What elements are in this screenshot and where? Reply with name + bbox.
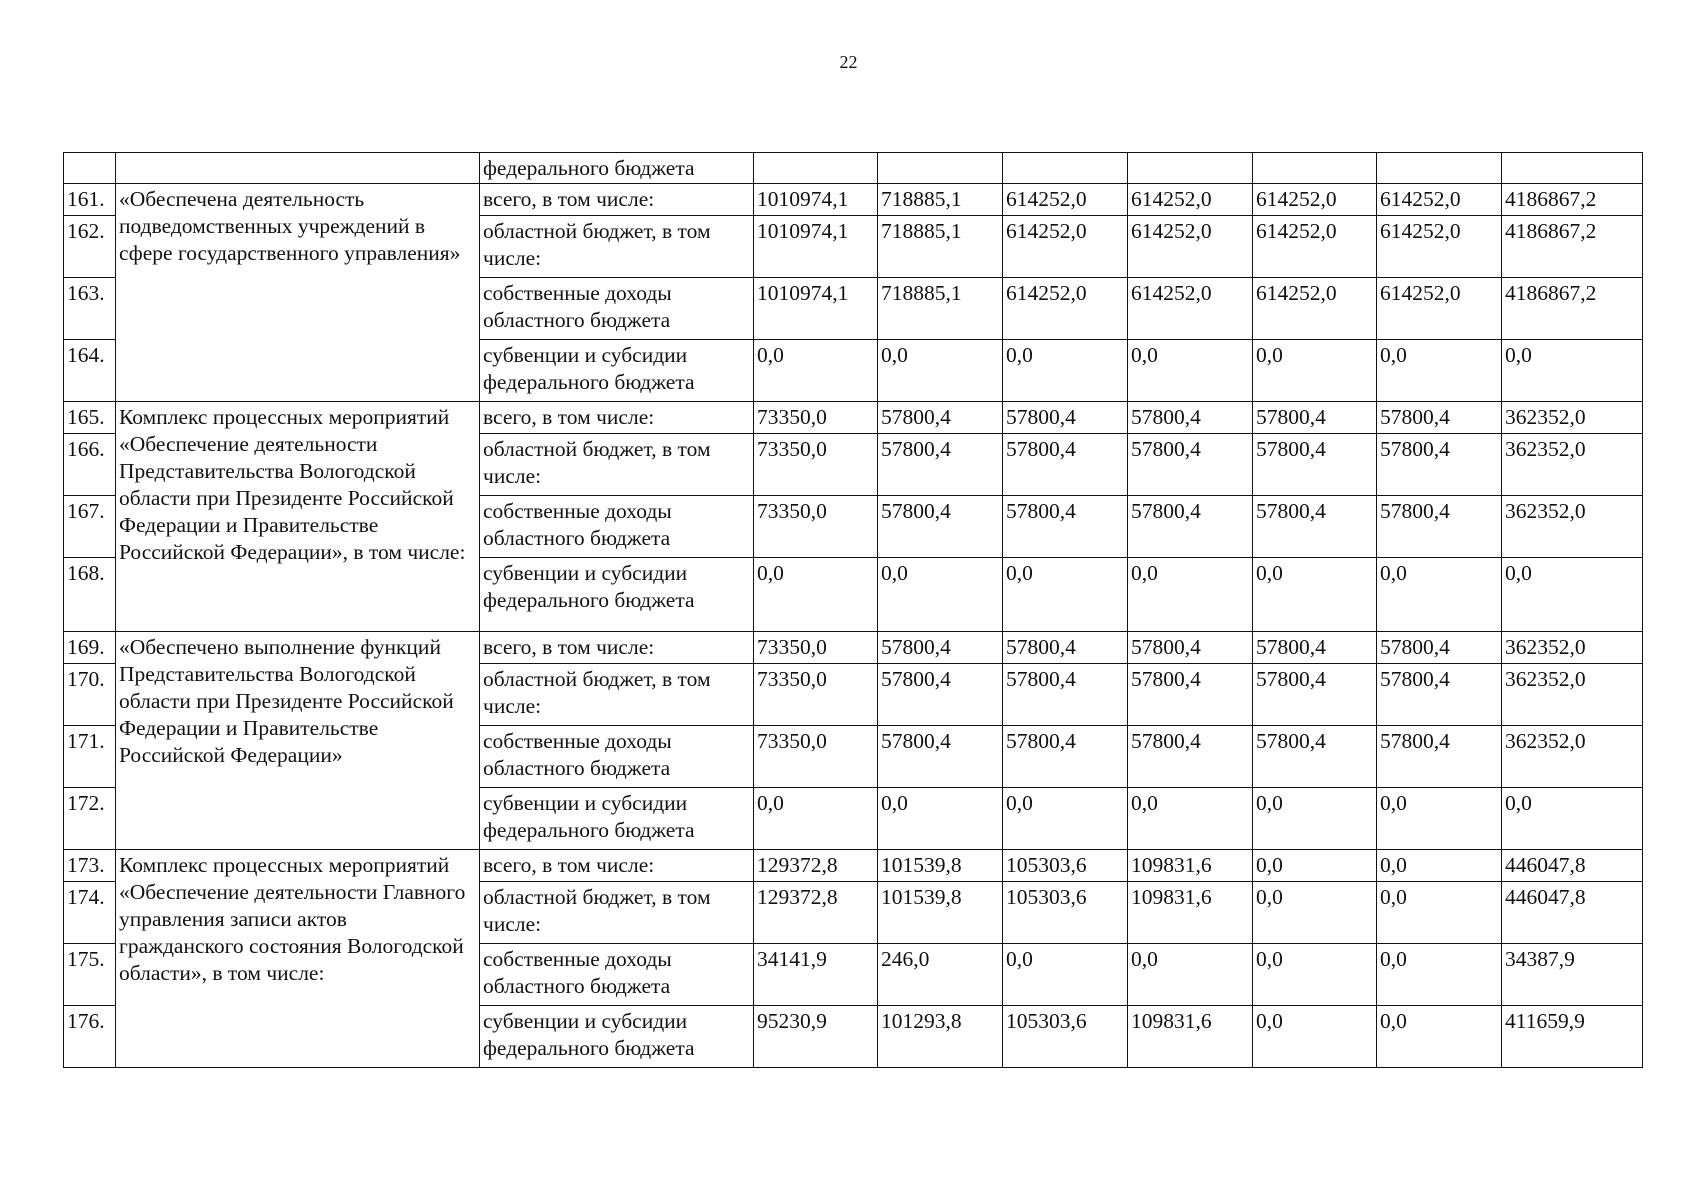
value-cell: 57800,4 xyxy=(1003,632,1128,664)
value-cell: 73350,0 xyxy=(754,434,878,496)
value-cell: 129372,8 xyxy=(754,850,878,882)
value-cell: 57800,4 xyxy=(1128,664,1253,726)
row-number: 171. xyxy=(64,726,116,788)
value-cell: 0,0 xyxy=(1253,882,1377,944)
value-cell: 0,0 xyxy=(1253,850,1377,882)
value-cell: 109831,6 xyxy=(1128,850,1253,882)
table-row xyxy=(64,153,1643,184)
value-cell: 614252,0 xyxy=(1377,278,1502,340)
value-cell: 0,0 xyxy=(1377,340,1502,402)
row-number: 167. xyxy=(64,496,116,558)
value-cell: 0,0 xyxy=(1253,1006,1377,1068)
value-cell: 614252,0 xyxy=(1003,184,1128,216)
value-cell: 0,0 xyxy=(1003,558,1128,632)
value-cell: 1010974,1 xyxy=(754,216,878,278)
value-cell: 614252,0 xyxy=(1003,278,1128,340)
row-number xyxy=(64,153,116,184)
value-cell: 0,0 xyxy=(1377,882,1502,944)
value-cell: 0,0 xyxy=(1253,944,1377,1006)
value-cell: 614252,0 xyxy=(1253,216,1377,278)
value-cell: 1010974,1 xyxy=(754,184,878,216)
value-cell: 0,0 xyxy=(878,558,1003,632)
value-cell: 0,0 xyxy=(878,340,1003,402)
value-cell: 73350,0 xyxy=(754,496,878,558)
value-cell: 614252,0 xyxy=(1377,216,1502,278)
value-cell: 718885,1 xyxy=(878,216,1003,278)
value-cell: 0,0 xyxy=(1128,340,1253,402)
value-cell: 57800,4 xyxy=(878,496,1003,558)
value-cell: 101293,8 xyxy=(878,1006,1003,1068)
value-cell: 57800,4 xyxy=(1253,726,1377,788)
value-cell xyxy=(1003,153,1128,184)
value-cell: 57800,4 xyxy=(1377,632,1502,664)
value-cell: 73350,0 xyxy=(754,664,878,726)
value-cell: 411659,9 xyxy=(1502,1006,1643,1068)
value-cell: 57800,4 xyxy=(1253,402,1377,434)
row-number: 175. xyxy=(64,944,116,1006)
value-cell: 0,0 xyxy=(1128,558,1253,632)
funding-source: собственные доходы областного бюджета xyxy=(480,726,754,788)
value-cell: 57800,4 xyxy=(1377,496,1502,558)
value-cell: 246,0 xyxy=(878,944,1003,1006)
funding-source: собственные доходы областного бюджета xyxy=(480,944,754,1006)
value-cell xyxy=(1502,153,1643,184)
row-description: Комплекс процессных мероприятий «Обеспечение деятельности Представительства Вологодской области при Президенте Российской Федерации и Правительстве Российской Федерации», в том числе: xyxy=(116,402,480,632)
value-cell: 129372,8 xyxy=(754,882,878,944)
value-cell: 57800,4 xyxy=(1377,434,1502,496)
value-cell: 0,0 xyxy=(1502,558,1643,632)
value-cell: 101539,8 xyxy=(878,850,1003,882)
value-cell: 109831,6 xyxy=(1128,1006,1253,1068)
value-cell: 1010974,1 xyxy=(754,278,878,340)
row-number: 163. xyxy=(64,278,116,340)
value-cell: 0,0 xyxy=(1377,558,1502,632)
value-cell: 109831,6 xyxy=(1128,882,1253,944)
row-number: 165. xyxy=(64,402,116,434)
value-cell: 34141,9 xyxy=(754,944,878,1006)
value-cell: 57800,4 xyxy=(1003,434,1128,496)
value-cell: 73350,0 xyxy=(754,402,878,434)
value-cell: 57800,4 xyxy=(1377,402,1502,434)
row-number: 172. xyxy=(64,788,116,850)
row-number: 173. xyxy=(64,850,116,882)
funding-source: федерального бюджета xyxy=(480,153,754,184)
table-row xyxy=(64,184,1643,216)
funding-source: субвенции и субсидии федерального бюджета xyxy=(480,558,754,632)
row-number: 166. xyxy=(64,434,116,496)
value-cell: 0,0 xyxy=(1003,788,1128,850)
value-cell: 105303,6 xyxy=(1003,882,1128,944)
value-cell: 0,0 xyxy=(754,558,878,632)
value-cell: 4186867,2 xyxy=(1502,184,1643,216)
value-cell: 614252,0 xyxy=(1128,216,1253,278)
value-cell: 0,0 xyxy=(1253,788,1377,850)
value-cell: 34387,9 xyxy=(1502,944,1643,1006)
value-cell: 57800,4 xyxy=(878,726,1003,788)
funding-source: областной бюджет, в том числе: xyxy=(480,882,754,944)
value-cell: 57800,4 xyxy=(1253,664,1377,726)
funding-source: всего, в том числе: xyxy=(480,402,754,434)
value-cell: 0,0 xyxy=(1253,340,1377,402)
row-description: Комплекс процессных мероприятий «Обеспечение деятельности Главного управления записи актов гражданского состояния Вологодской области», в том числе: xyxy=(116,850,480,1068)
value-cell: 0,0 xyxy=(1377,850,1502,882)
row-description: «Обеспечена деятельность подведомственных учреждений в сфере государственного управления» xyxy=(116,184,480,402)
value-cell xyxy=(1128,153,1253,184)
value-cell: 57800,4 xyxy=(878,664,1003,726)
table-body xyxy=(64,153,1643,1068)
row-number: 168. xyxy=(64,558,116,632)
value-cell: 101539,8 xyxy=(878,882,1003,944)
value-cell: 57800,4 xyxy=(1128,632,1253,664)
funding-source: субвенции и субсидии федерального бюджета xyxy=(480,788,754,850)
value-cell: 57800,4 xyxy=(1377,664,1502,726)
value-cell: 0,0 xyxy=(754,340,878,402)
value-cell: 614252,0 xyxy=(1253,184,1377,216)
funding-source: всего, в том числе: xyxy=(480,850,754,882)
value-cell: 95230,9 xyxy=(754,1006,878,1068)
value-cell: 614252,0 xyxy=(1128,184,1253,216)
funding-source: всего, в том числе: xyxy=(480,184,754,216)
funding-source: областной бюджет, в том числе: xyxy=(480,664,754,726)
value-cell: 718885,1 xyxy=(878,278,1003,340)
value-cell: 614252,0 xyxy=(1003,216,1128,278)
value-cell xyxy=(878,153,1003,184)
value-cell: 362352,0 xyxy=(1502,496,1643,558)
funding-source: областной бюджет, в том числе: xyxy=(480,216,754,278)
row-number: 176. xyxy=(64,1006,116,1068)
value-cell: 57800,4 xyxy=(878,402,1003,434)
budget-table xyxy=(63,152,1643,1068)
table-row xyxy=(64,850,1643,882)
value-cell: 0,0 xyxy=(1003,944,1128,1006)
value-cell: 4186867,2 xyxy=(1502,278,1643,340)
value-cell: 0,0 xyxy=(1377,1006,1502,1068)
value-cell: 362352,0 xyxy=(1502,402,1643,434)
value-cell: 0,0 xyxy=(1128,788,1253,850)
value-cell: 0,0 xyxy=(878,788,1003,850)
value-cell: 57800,4 xyxy=(1253,632,1377,664)
value-cell: 57800,4 xyxy=(1253,434,1377,496)
row-number: 170. xyxy=(64,664,116,726)
value-cell: 362352,0 xyxy=(1502,632,1643,664)
row-number: 161. xyxy=(64,184,116,216)
value-cell: 614252,0 xyxy=(1377,184,1502,216)
value-cell: 57800,4 xyxy=(1128,496,1253,558)
value-cell: 362352,0 xyxy=(1502,726,1643,788)
row-number: 162. xyxy=(64,216,116,278)
value-cell: 57800,4 xyxy=(878,632,1003,664)
value-cell: 4186867,2 xyxy=(1502,216,1643,278)
value-cell: 362352,0 xyxy=(1502,434,1643,496)
value-cell: 0,0 xyxy=(754,788,878,850)
funding-source: собственные доходы областного бюджета xyxy=(480,278,754,340)
row-description: «Обеспечено выполнение функций Представительства Вологодской области при Президенте Российской Федерации и Правительстве Российской Федерации» xyxy=(116,632,480,850)
value-cell xyxy=(754,153,878,184)
funding-source: субвенции и субсидии федерального бюджета xyxy=(480,1006,754,1068)
value-cell: 446047,8 xyxy=(1502,882,1643,944)
value-cell: 105303,6 xyxy=(1003,1006,1128,1068)
table-row xyxy=(64,402,1643,434)
page-number: 22 xyxy=(839,52,858,72)
value-cell: 614252,0 xyxy=(1128,278,1253,340)
funding-source: всего, в том числе: xyxy=(480,632,754,664)
funding-source: областной бюджет, в том числе: xyxy=(480,434,754,496)
value-cell: 57800,4 xyxy=(1128,434,1253,496)
value-cell: 57800,4 xyxy=(1003,664,1128,726)
value-cell: 0,0 xyxy=(1253,558,1377,632)
value-cell: 57800,4 xyxy=(1128,402,1253,434)
value-cell: 0,0 xyxy=(1377,788,1502,850)
value-cell: 105303,6 xyxy=(1003,850,1128,882)
row-number: 174. xyxy=(64,882,116,944)
value-cell: 614252,0 xyxy=(1253,278,1377,340)
value-cell: 718885,1 xyxy=(878,184,1003,216)
funding-source: собственные доходы областного бюджета xyxy=(480,496,754,558)
value-cell: 57800,4 xyxy=(1003,726,1128,788)
value-cell: 0,0 xyxy=(1502,340,1643,402)
value-cell: 57800,4 xyxy=(878,434,1003,496)
value-cell: 57800,4 xyxy=(1128,726,1253,788)
value-cell xyxy=(1253,153,1377,184)
value-cell: 73350,0 xyxy=(754,726,878,788)
value-cell: 0,0 xyxy=(1377,944,1502,1006)
row-description xyxy=(116,153,480,184)
value-cell: 0,0 xyxy=(1003,340,1128,402)
value-cell: 73350,0 xyxy=(754,632,878,664)
row-number: 169. xyxy=(64,632,116,664)
value-cell: 57800,4 xyxy=(1003,496,1128,558)
table-row xyxy=(64,632,1643,664)
value-cell: 57800,4 xyxy=(1377,726,1502,788)
value-cell: 57800,4 xyxy=(1003,402,1128,434)
value-cell: 0,0 xyxy=(1502,788,1643,850)
value-cell: 57800,4 xyxy=(1253,496,1377,558)
value-cell xyxy=(1377,153,1502,184)
value-cell: 362352,0 xyxy=(1502,664,1643,726)
funding-source: субвенции и субсидии федерального бюджета xyxy=(480,340,754,402)
row-number: 164. xyxy=(64,340,116,402)
value-cell: 446047,8 xyxy=(1502,850,1643,882)
value-cell: 0,0 xyxy=(1128,944,1253,1006)
